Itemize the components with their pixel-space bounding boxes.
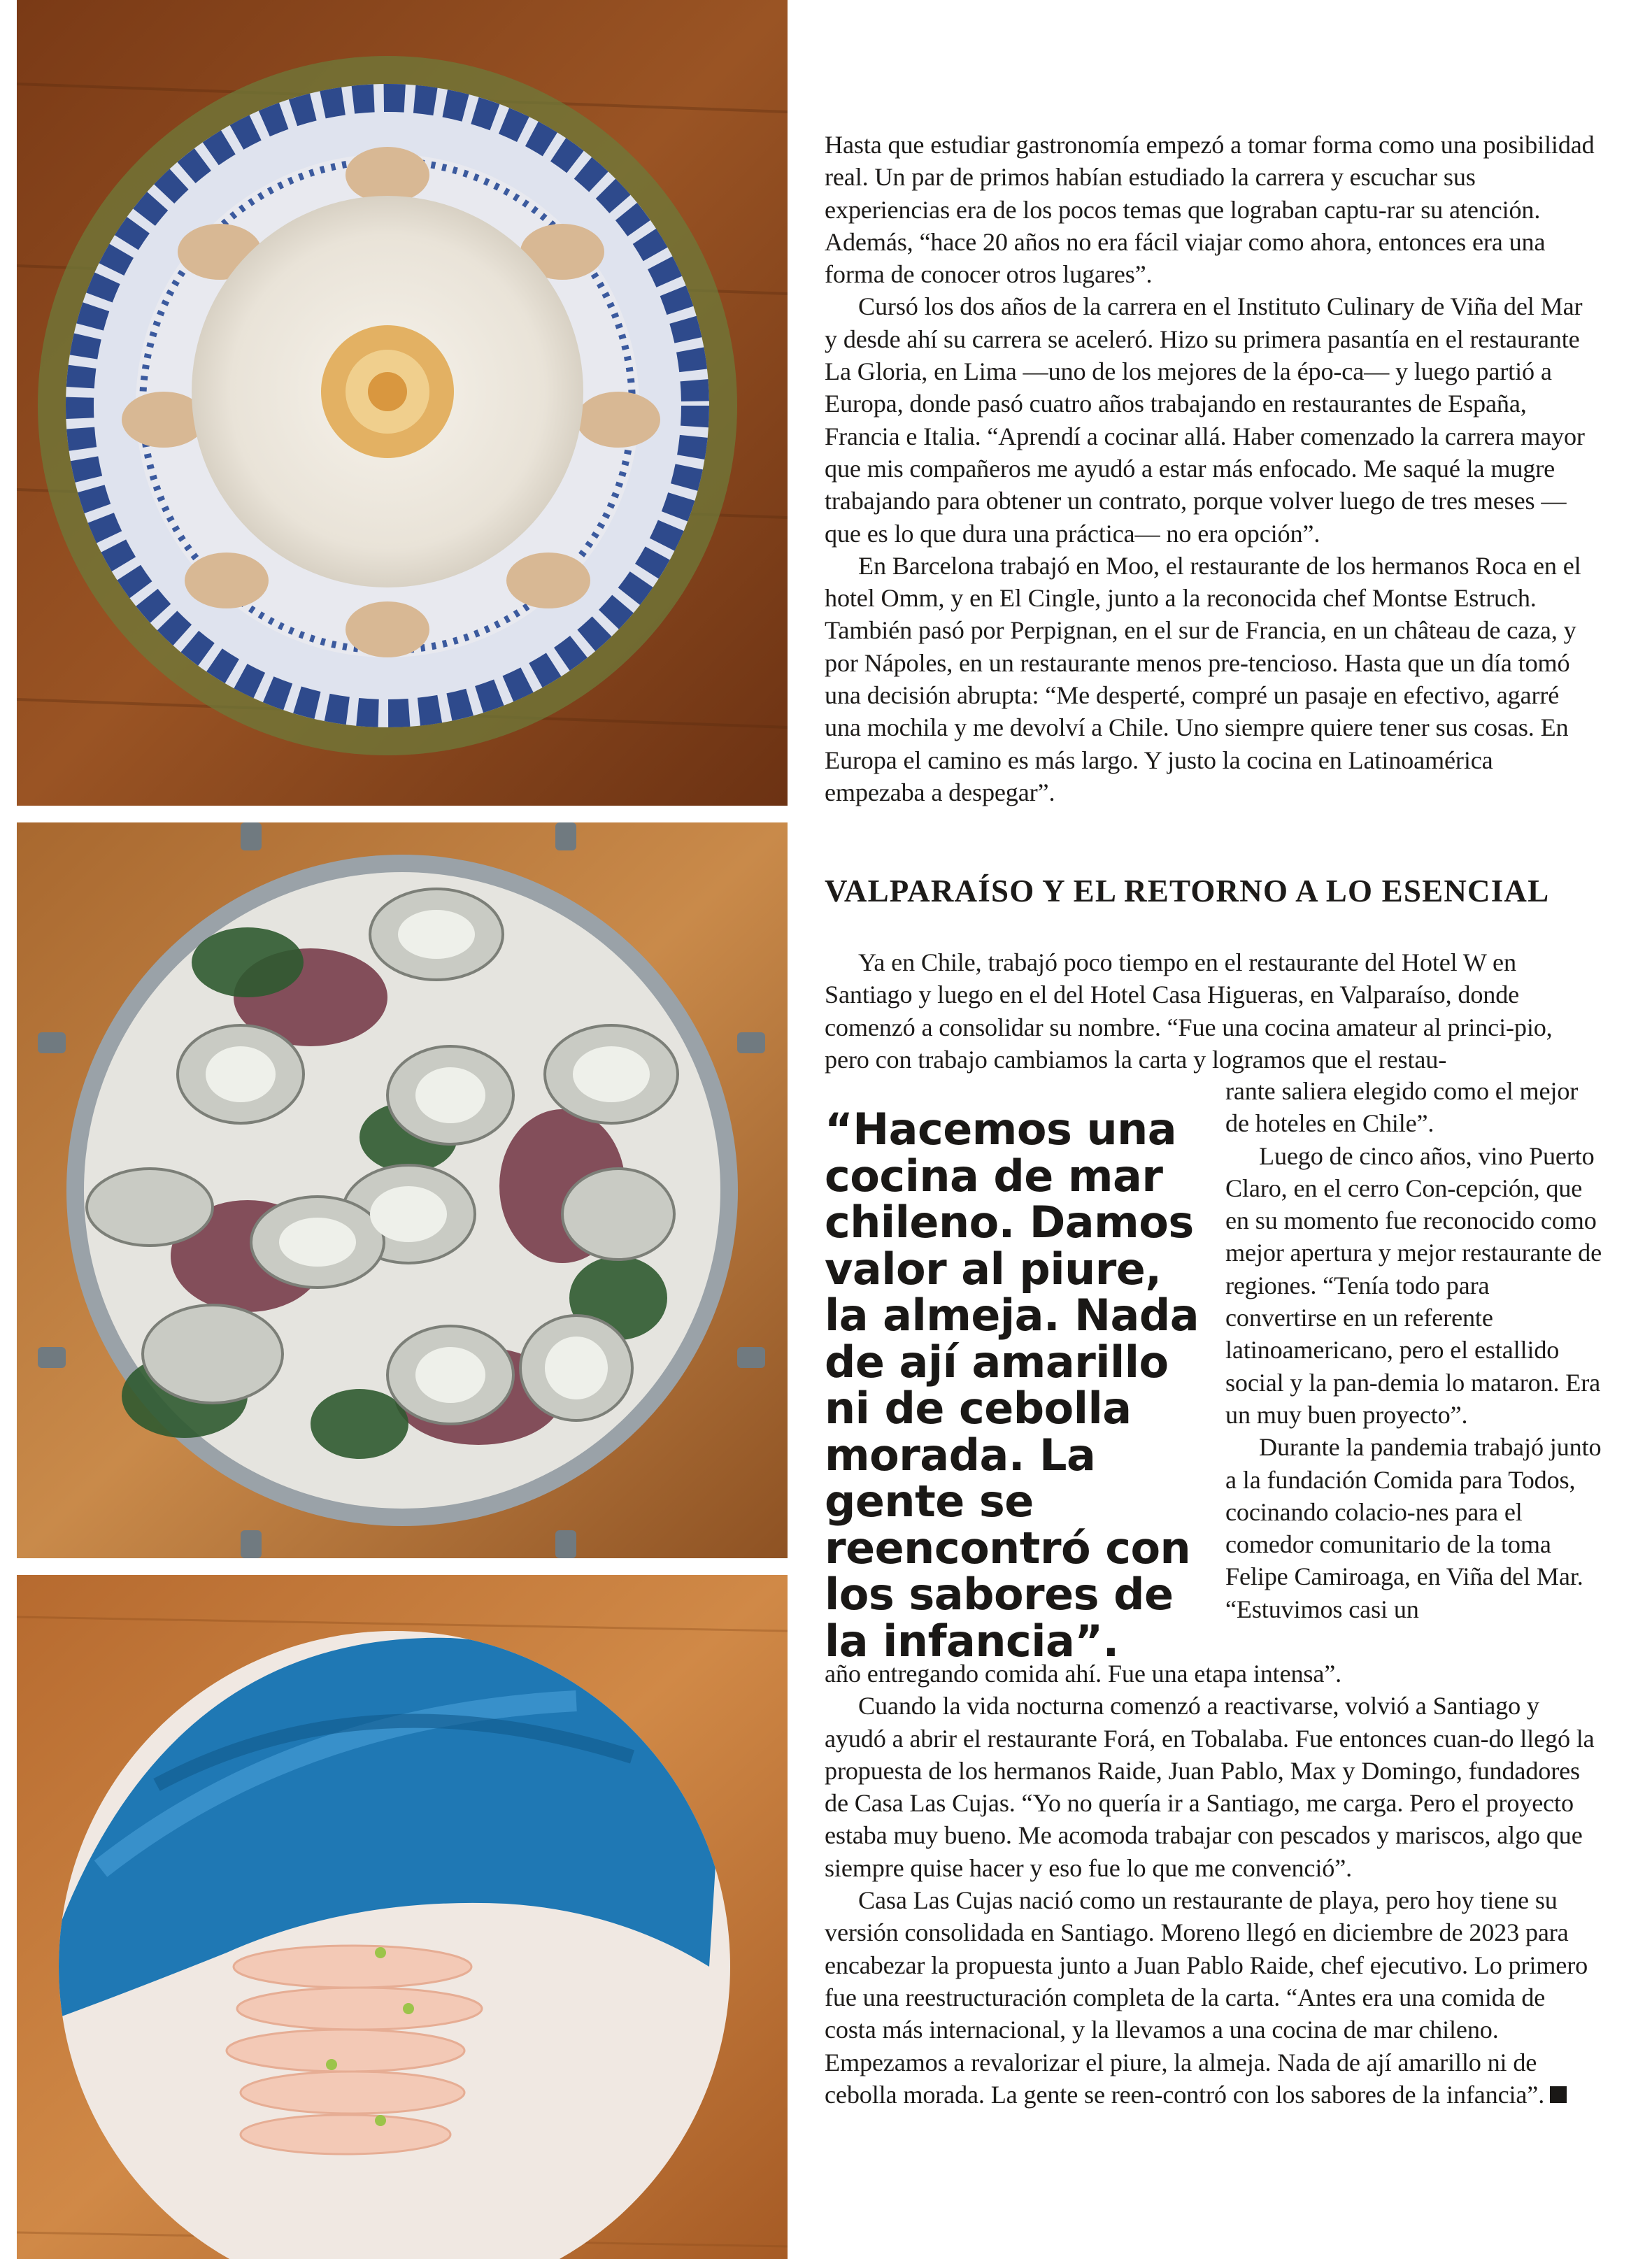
article-bottom-column bbox=[825, 1658, 1597, 2111]
article-narrow-column bbox=[1225, 1075, 1603, 1625]
paragraph-puerto-claro: Luego de cinco años, vino Puerto Claro, en el cerro Con-cepción, que en su momento fue reconocido como mejor apertura y mejor restaurante de regiones. “Tenía todo para convertirse en un referente latinoamericano, pero el estallido social y la pan-demia lo mataron. Era un muy buen proyecto”. bbox=[1225, 1141, 1602, 1429]
paragraph-intro: Hasta que estudiar gastronomía empezó a tomar forma como una posibilidad real. Un par de primos habían estudiado la carrera y escuchar sus experiencias era de los pocos temas que lograban captu-rar su atención. Además, “hace 20 años no era fácil viajar como ahora, entonces era una forma de conocer otros lugares”. bbox=[825, 131, 1595, 289]
paragraph-casa-las-cujas bbox=[825, 1884, 1597, 2111]
article-section-start bbox=[825, 946, 1597, 1076]
paragraph-casa-las-cujas-text: Casa Las Cujas nació como un restaurante de playa, pero hoy tiene su versión consolidada en Santiago. Moreno llegó en diciembre de 2023 para encabezar la propuesta junto a Juan Pablo Raide, chef ejecutivo. Lo primero fue una reestructuración completa de la carta. “Antes era una comida de costa más internacional, y la llevamos a una cocina de mar chileno. Empezamos a revalorizar el piure, la almeja. Nada de ají amarillo ni de cebolla morada. La gente se reen-contró con los sabores de la infancia”. bbox=[825, 1886, 1588, 2109]
dish-photo-foam-scallop bbox=[17, 0, 788, 806]
dish-photo-crudo-plate bbox=[17, 1575, 788, 2259]
paragraph-chile: Ya en Chile, trabajó poco tiempo en el restaurante del Hotel W en Santiago y luego en el del Hotel Casa Higueras, en Valparaíso, donde comenzó a consolidar su nombre. “Fue una cocina amateur al princi-pio, pero con trabajo cambiamos la carta y logramos que el restau- bbox=[825, 948, 1553, 1074]
end-square-icon bbox=[1550, 2086, 1567, 2103]
paragraph-barcelona: En Barcelona trabajó en Moo, el restaurante de los hermanos Roca en el hotel Omm, y en El Cingle, junto a la reconocida chef Montse Estruch. También pasó por Perpignan, en el sur de Francia, en un château de caza, y por Nápoles, en un restaurante menos pre-tencioso. Hasta que un día tomó una decisión abrupta: “Me desperté, compré un pasaje en efectivo, agarré una mochila y me devolví a Chile. Uno siempre quiere tener sus cosas. En Europa el camino es más largo. Y justo la cocina en Latinoamérica empezaba a despegar”. bbox=[825, 551, 1581, 806]
paragraph-chile-continued: rante saliera elegido como el mejor de hoteles en Chile”. bbox=[1225, 1077, 1579, 1138]
paragraph-fora: Cuando la vida nocturna comenzó a reactivarse, volvió a Santiago y ayudó a abrir el restaurante Forá, en Tobalaba. Fue entonces cuan-do llegó la propuesta de los hermanos Raide, Juan Pablo, Max y Domingo, fundadores de Casa Las Cujas. “Yo no quería ir a Santiago, me carga. Pero el proyecto estaba muy bueno. Me acomoda trabajar con pescados y mariscos, algo que siempre quise hacer y eso fue lo que me convenció”. bbox=[825, 1692, 1595, 1882]
paragraph-pandemia-continued: año entregando comida ahí. Fue una etapa intensa”. bbox=[825, 1660, 1342, 1688]
pull-quote: “Hacemos una cocina de mar chileno. Damos valor al piure, la almeja. Nada de ají amarillo ni de cebolla morada. La gente se reencontró con los sabores de la infancia”. bbox=[825, 1104, 1199, 1667]
paragraph-career: Cursó los dos años de la carrera en el Instituto Culinary de Viña del Mar y desde ahí su carrera se aceleró. Hizo su primera pasantía en el restaurante La Gloria, en Lima —uno de los mejores de la épo-ca— y luego partió a Europa, donde pasó cuatro años trabajando en restaurantes de España, Francia e Italia. “Aprendí a cocinar allá. Haber comenzado la carrera mayor que mis compañeros me ayudó a estar más enfocado. Me saqué la mugre trabajando para obtener un contrato, porque volver luego de tres meses —que es lo que dura una práctica— no era opción”. bbox=[825, 292, 1585, 548]
paragraph-pandemia: Durante la pandemia trabajó junto a la fundación Comida para Todos, cocinando colacio-nes para el comedor comunitario de la toma Felipe Camiroaga, en Viña del Mar. “Estuvimos casi un bbox=[1225, 1433, 1602, 1623]
dish-photo-oysters-tray bbox=[17, 822, 788, 1558]
article-intro-column bbox=[825, 129, 1597, 808]
section-heading: VALPARAÍSO Y EL RETORNO A LO ESENCIAL bbox=[825, 874, 1550, 908]
